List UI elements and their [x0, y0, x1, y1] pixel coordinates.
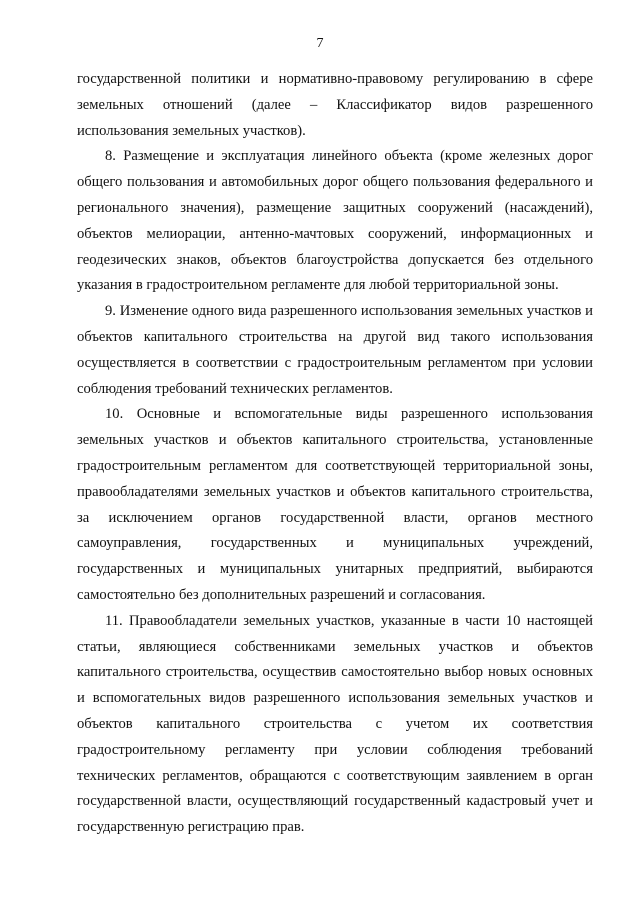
paragraph-9: 9. Изменение одного вида разрешенного использования земельных участков и объектов капитального строительства на другой вид такого использования осуществляется в соответствии с градостроительным регламентом при условии соблюдения требований технических регламентов. — [77, 303, 593, 397]
paragraph-continuation: государственной политики и нормативно-правовому регулированию в сфере земельных отношений (далее – Классификатор видов разрешенного использования земельных участков). — [77, 71, 593, 139]
paragraph-11: 11. Правообладатели земельных участков, указанные в части 10 настоящей статьи, являющиеся собственниками земельных участков и объектов капитального строительства, осуществив самостоятельно выбор новых основных и вспомогательных видов разрешенного использования земельных участков и объектов капитального строительства с учетом их соответствия градостроительному регламенту при условии соблюдения требований технических регламентов, обращаются с соответствующим заявлением в орган государственной власти, осуществляющий государственный кадастровый учет и государственную регистрацию прав. — [77, 612, 593, 836]
page-number: 7 — [316, 36, 324, 51]
document-body — [77, 67, 593, 841]
paragraph-8: 8. Размещение и эксплуатация линейного объекта (кроме железных дорог общего пользования и автомобильных дорог общего пользования федерального и регионального значения), размещение защитных сооружений (насаждений), объектов мелиорации, антенно-мачтовых сооружений, информационных и геодезических знаков, объектов благоустройства допускается без отдельного указания в градостроительном регламенте для любой территориальной зоны. — [77, 148, 593, 294]
paragraph-10: 10. Основные и вспомогательные виды разрешенного использования земельных участков и объектов капитального строительства, установленные градостроительным регламентом для соответствующей территориальной зоны, правообладателями земельных участков и объектов капитального строительства, за исключением органов государственной власти, органов местного самоуправления, государственных и муниципальных учреждений, государственных и муниципальных унитарных предприятий, выбираются самостоятельно без дополнительных разрешений и согласования. — [77, 406, 593, 603]
